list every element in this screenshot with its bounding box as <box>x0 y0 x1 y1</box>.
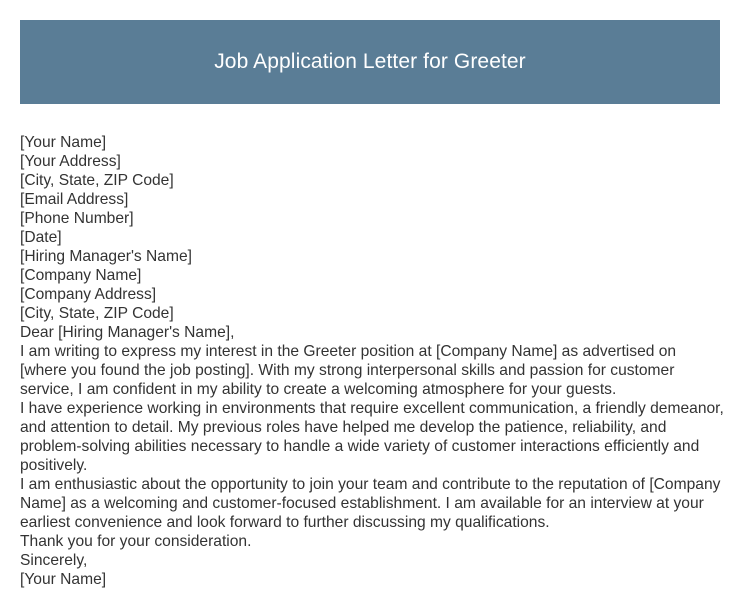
salutation: Dear [Hiring Manager's Name], <box>20 324 235 341</box>
recipient-hiring-manager: [Hiring Manager's Name] <box>20 248 192 265</box>
sender-phone: [Phone Number] <box>20 210 134 227</box>
sender-email: [Email Address] <box>20 191 129 208</box>
closing: Sincerely, <box>20 552 88 569</box>
sender-address: [Your Address] <box>20 153 121 170</box>
paragraph-intro: I am writing to express my interest in the Greeter position at [Company Name] as advertised on [where you found the job posting]. With my strong interpersonal skills and passion for customer service, I am confident in my ability to create a welcoming atmosphere for your guests. <box>20 343 677 398</box>
letter-date: [Date] <box>20 229 62 246</box>
sender-city-state-zip: [City, State, ZIP Code] <box>20 172 174 189</box>
paragraph-thanks: Thank you for your consideration. <box>20 533 252 550</box>
title-banner <box>20 20 720 104</box>
recipient-company-address: [Company Address] <box>20 286 157 303</box>
paragraph-experience: I have experience working in environments that require excellent communication, a friendly demeanor, and attention to detail. My previous roles have helped me develop the patience, reliability, and problem-solving abilities necessary to handle a wide variety of customer interactions efficiently and positively. <box>20 400 724 474</box>
recipient-company-name: [Company Name] <box>20 267 142 284</box>
recipient-city-state-zip: [City, State, ZIP Code] <box>20 305 174 322</box>
page-title: Job Application Letter for Greeter <box>214 50 526 73</box>
letter-body <box>20 133 725 589</box>
paragraph-enthusiasm: I am enthusiastic about the opportunity to join your team and contribute to the reputation of [Company Name] as a welcoming and customer-focused establishment. I am available for an interview at your earliest convenience and look forward to further discussing my qualifications. <box>20 476 721 531</box>
signature: [Your Name] <box>20 571 107 588</box>
sender-name: [Your Name] <box>20 134 107 151</box>
